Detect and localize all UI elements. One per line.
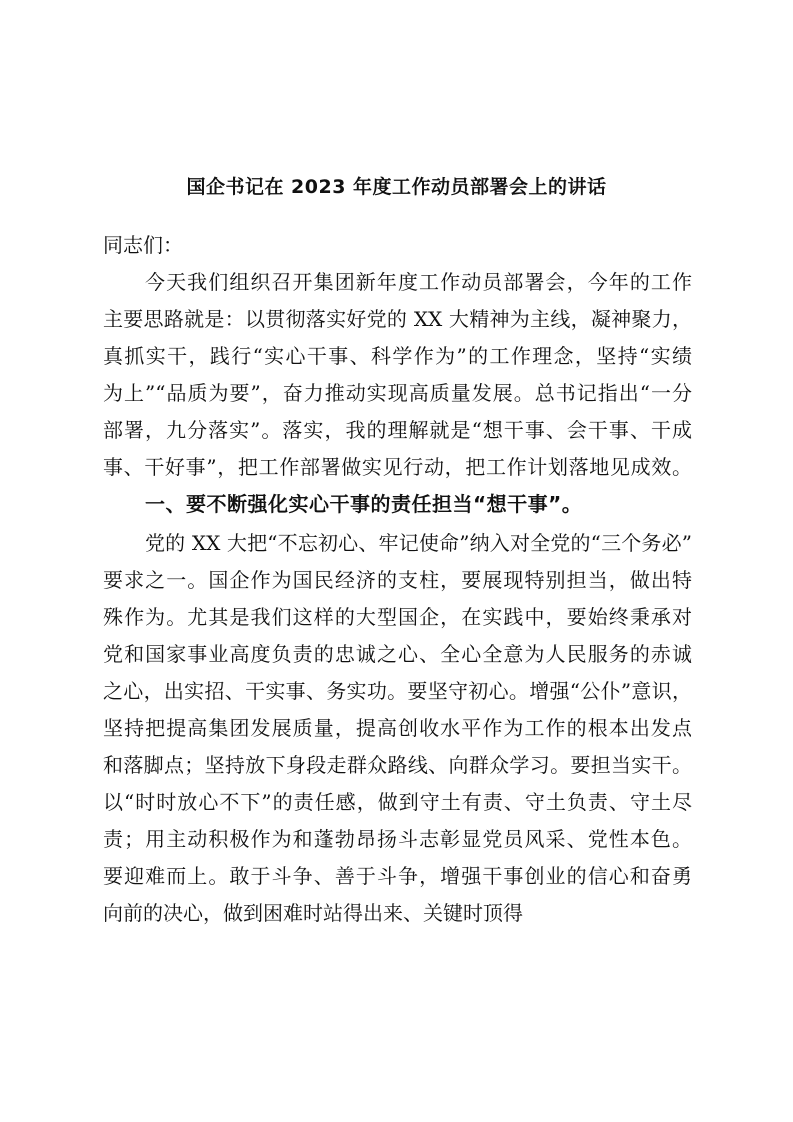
paragraph-line: 坚持把提高集团发展质量，提高创收水平作为工作的根本出发点 [103, 716, 692, 740]
paragraph-line: 真抓实干，践行“实心干事、科学作为”的工作理念，坚持“实绩 [103, 344, 692, 368]
paragraph-line: 和落脚点；坚持放下身段走群众路线、向群众学习。要担当实干。 [103, 753, 692, 777]
paragraph-line: 向前的决心，做到困难时站得出来、关键时顶得 [103, 901, 523, 925]
paragraph-line: 责；用主动积极作为和蓬勃昂扬斗志彰显党员风采、党性本色。 [103, 827, 692, 851]
paragraph-line: 以“时时放心不下”的责任感，做到守土有责、守土负责、守土尽 [103, 790, 692, 814]
paragraph-line: 要迎难而上。敢于斗争、善于斗争，增强干事创业的信心和奋勇 [103, 864, 692, 888]
paragraph-line: 之心，出实招、干实事、务实功。要坚守初心。增强“公仆”意识， [103, 679, 692, 703]
paragraph-line: 要求之一。国企作为国民经济的支柱，要展现特别担当，做出特 [103, 568, 692, 592]
paragraph-line: 主要思路就是：以贯彻落实好党的 XX 大精神为主线，凝神聚力， [103, 307, 692, 331]
document-title: 国企书记在 2023 年度工作动员部署会上的讲话 [186, 176, 607, 198]
section-heading: 一、要不断强化实心干事的责任担当“想干事”。 [145, 492, 583, 516]
paragraph-line: 党的 XX 大把“不忘初心、牢记使命”纳入对全党的“三个务必” [145, 531, 692, 555]
paragraph-line: 事、干好事”，把工作部署做实见行动，把工作计划落地见成效。 [103, 455, 692, 479]
paragraph-line: 部署，九分落实”。落实，我的理解就是“想干事、会干事、干成 [103, 418, 692, 442]
salutation: 同志们： [103, 233, 183, 257]
paragraph-line: 为上”“品质为要”，奋力推动实现高质量发展。总书记指出“一分 [103, 381, 692, 405]
paragraph-line: 今天我们组织召开集团新年度工作动员部署会，今年的工作 [145, 270, 692, 294]
paragraph-line: 殊作为。尤其是我们这样的大型国企，在实践中，要始终秉承对 [103, 605, 692, 629]
paragraph-line: 党和国家事业高度负责的忠诚之心、全心全意为人民服务的赤诚 [103, 642, 692, 666]
